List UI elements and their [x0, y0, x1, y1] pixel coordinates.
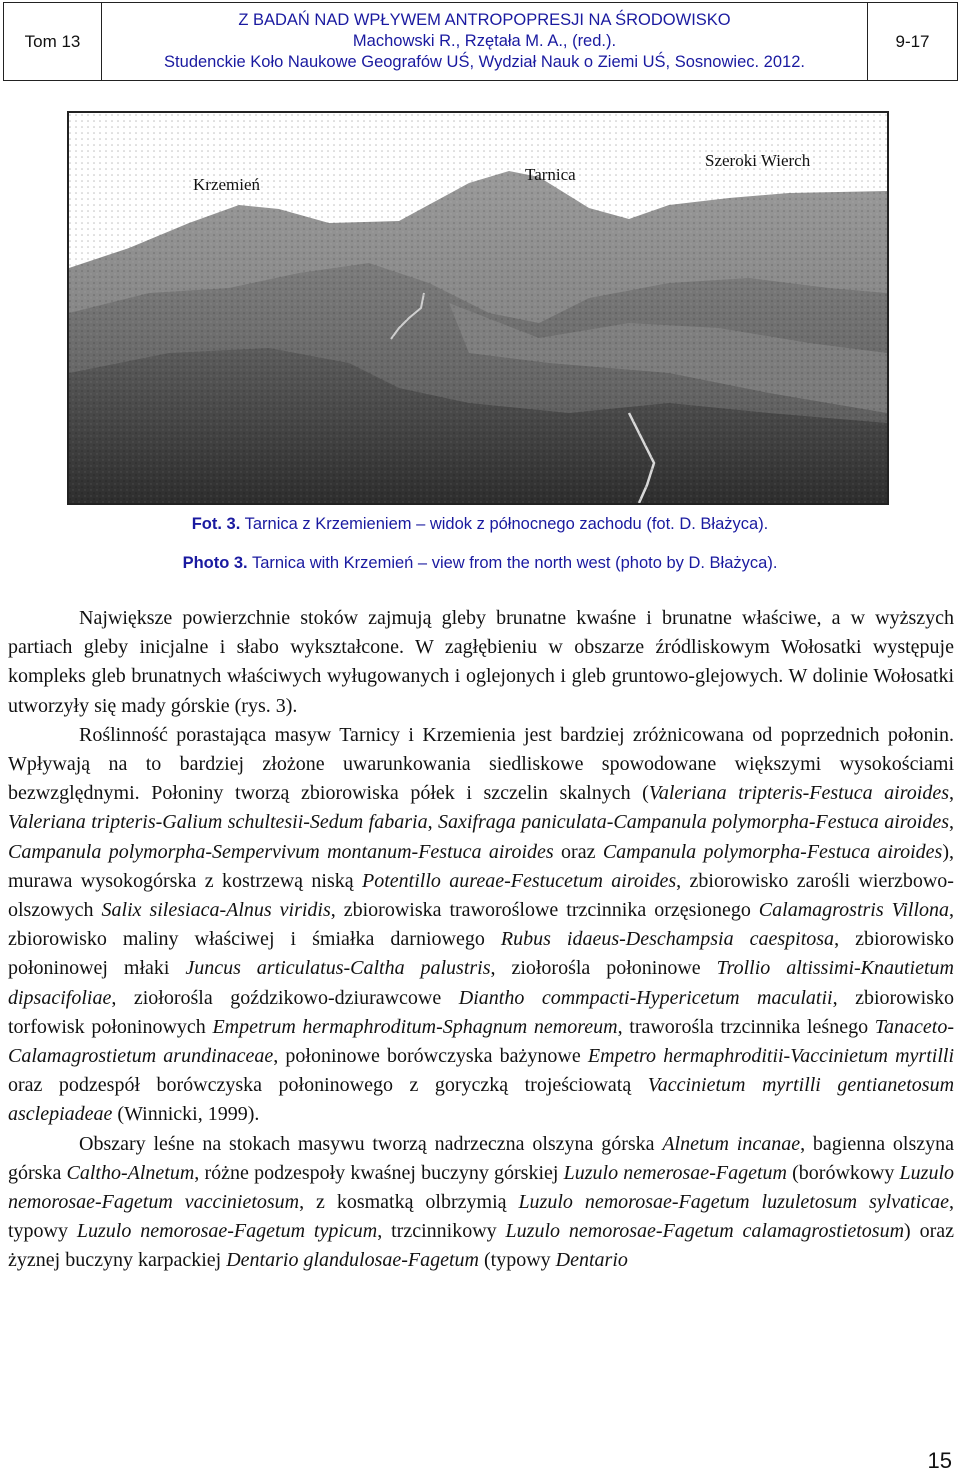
text-run: , różne podzespoły kwaśnej buczyny górskiej — [194, 1161, 564, 1184]
publication-info — [102, 3, 868, 80]
taxon-name: Rubus idaeus-Deschampsia caespitosa — [500, 928, 835, 951]
label-tarnica: Tarnica — [525, 165, 576, 184]
caption-english — [0, 554, 960, 573]
publication-editors: Machowski R., Rzętała M. A., (red.). — [352, 32, 617, 50]
taxon-name: Potentillo aureae-Festucetum airoides — [362, 869, 677, 892]
text-run: oraz podzespół borówczyska połoninowego z goryczką trojeściowatą — [8, 1074, 648, 1097]
caption-polish-prefix: Fot. 3. — [191, 515, 241, 533]
text-run: , bagienna olszyna górska — [8, 1132, 954, 1184]
landscape-photo — [67, 111, 889, 505]
paragraph-soils — [8, 604, 954, 721]
text-run: ) oraz żyznej buczyny karpackiej — [8, 1220, 954, 1272]
paragraph-vegetation — [8, 721, 954, 1130]
text-run: (borówkowy — [786, 1161, 900, 1184]
text-run: , — [427, 811, 438, 834]
text-run: , zbiorowisko zarośli wierzbowo-olszowych — [8, 869, 954, 922]
label-szeroki-wierch: Szeroki Wierch — [705, 151, 811, 170]
text-run: Roślinność porastająca masyw Tarnicy i Krzemienia jest bardziej zróżnicowana od poprzednich połonin. Wpływają na to bardziej złożone uwarunkowania siedliskowe spowodowane większymi wysokościami bezwzględnymi. Połoniny tworzą zbiorowiska półek i szczelin skalnych ( — [8, 723, 954, 805]
caption-polish-text: Tarnica z Krzemieniem – widok z północnego zachodu (fot. D. Błażyca). — [244, 515, 769, 533]
caption-english-text: Tarnica with Krzemień – view from the north west (photo by D. Błażyca). — [251, 554, 778, 572]
taxon-name: Saxifraga paniculata-Campanula polymorpha-Festuca airoides — [438, 811, 950, 834]
text-run: , — [948, 782, 954, 805]
taxon-name: Luzulo nemorosae-Fagetum typicum — [76, 1220, 378, 1243]
taxon-name: Valeriana tripteris-Festuca airoides — [648, 782, 949, 805]
taxon-name: Juncus articulatus-Caltha palustris — [185, 957, 491, 980]
text-run: , zbiorowisko maliny właściwej i śmiałka darniowego — [8, 899, 955, 951]
text-run: (typowy — [478, 1249, 556, 1272]
publication-publisher: Studenckie Koło Naukowe Geografów UŚ, Wydział Nauk o Ziemi UŚ, Sosnowiec. 2012. — [164, 53, 805, 71]
taxon-name: Campanula polymorpha-Festuca airoides — [602, 840, 943, 863]
taxon-name: Diantho commpacti-Hypericetum maculatii — [458, 986, 833, 1009]
text-run: , z kosmatką olbrzymią — [299, 1191, 519, 1214]
text-run: ), murawa wysokogórska z kostrzewą niską — [8, 840, 954, 892]
body-text — [8, 604, 954, 1276]
taxon-name: Caltho-Alnetum — [66, 1161, 195, 1184]
text-run: , ziołorośla połoninowe — [490, 957, 717, 980]
text-run: , typowy — [8, 1191, 954, 1243]
taxon-name: Luzulo nemorosae-Fagetum vaccinietosum — [8, 1161, 955, 1214]
volume-label: Tom 13 — [4, 3, 102, 80]
text-run: (Winnicki, 1999). — [112, 1103, 260, 1126]
text-run: , — [949, 811, 955, 834]
publication-title: Z BADAŃ NAD WPŁYWEM ANTROPOPRESJI NA ŚRODOWISKO — [238, 11, 731, 29]
text-run: , połoninowe borówczyska bażynowe — [273, 1045, 588, 1068]
taxon-name: Empetrum hermaphroditum-Sphagnum nemoreum — [212, 1015, 618, 1038]
caption-polish — [0, 515, 960, 534]
text-run: , ziołorośla goździkowo-dziurawcowe — [111, 986, 459, 1009]
taxon-name: Luzulo nemerosae-Fagetum — [563, 1161, 787, 1184]
text-run: , zbiorowiska traworoślowe trzcinnika orzęsionego — [330, 899, 759, 922]
text-run: Największe powierzchnie stoków zajmują gleby brunatne kwaśne i brunatne właściwe, a w wyższych partiach gleby inicjalne i słabo wykształcone. W zagłębieniu w obszarze źródliskowym Wołosatki występuje kompleks gleb brunatnych właściwych wyługowanych i oglejonych i gleb gruntowo-glejowych. W dolinie Wołosatki utworzyły się mady górskie (rys. 3). — [8, 607, 954, 717]
taxon-name: Campanula polymorpha-Sempervivum montanum-Festuca airoides — [8, 840, 554, 863]
taxon-name: Salix silesiaca-Alnus viridis — [101, 899, 331, 922]
label-krzemien: Krzemień — [193, 175, 261, 194]
taxon-name: Empetro hermaphroditii-Vaccinietum myrtilli — [587, 1045, 955, 1068]
taxon-name: Luzulo nemorosae-Fagetum calamagrostietosum — [505, 1220, 905, 1243]
page-range: 9-17 — [895, 31, 930, 51]
taxon-name: Tanaceto-Calamagrostietum arundinaceae — [8, 1015, 955, 1068]
taxon-name: Trollio altissimi-Knautietum dipsacifoliae — [8, 957, 954, 1009]
paragraph-forests — [8, 1130, 954, 1276]
taxon-name: Vaccinietum myrtilli gentianetosum asclepiadeae — [8, 1074, 955, 1126]
taxon-name: Luzulo nemorosae-Fagetum luzuletosum sylvaticae — [518, 1191, 949, 1214]
caption-english-prefix: Photo 3. — [182, 554, 248, 572]
taxon-name: Alnetum incanae — [662, 1132, 801, 1155]
text-run: , traworośla trzcinnika leśnego — [617, 1015, 875, 1038]
taxon-name: Valeriana tripteris-Galium schultesii-Sedum fabaria — [8, 811, 428, 834]
taxon-name: Dentario glandulosae-Fagetum — [226, 1249, 479, 1272]
taxon-name: Dentario — [555, 1249, 628, 1272]
photo-image — [69, 113, 887, 503]
text-run: , zbiorowisko połoninowej młaki — [8, 928, 954, 980]
page-number: 15 — [927, 1448, 952, 1473]
text-run: , zbiorowisko torfowisk połoninowych — [8, 986, 954, 1038]
text-run: , trzcinnikowy — [377, 1220, 506, 1243]
taxon-name: Calamagrostris Villona — [758, 899, 950, 922]
text-run: Obszary leśne na stokach masywu tworzą nadrzeczna olszyna górska — [79, 1132, 663, 1155]
text-run: oraz — [553, 840, 603, 863]
running-header — [3, 2, 958, 81]
